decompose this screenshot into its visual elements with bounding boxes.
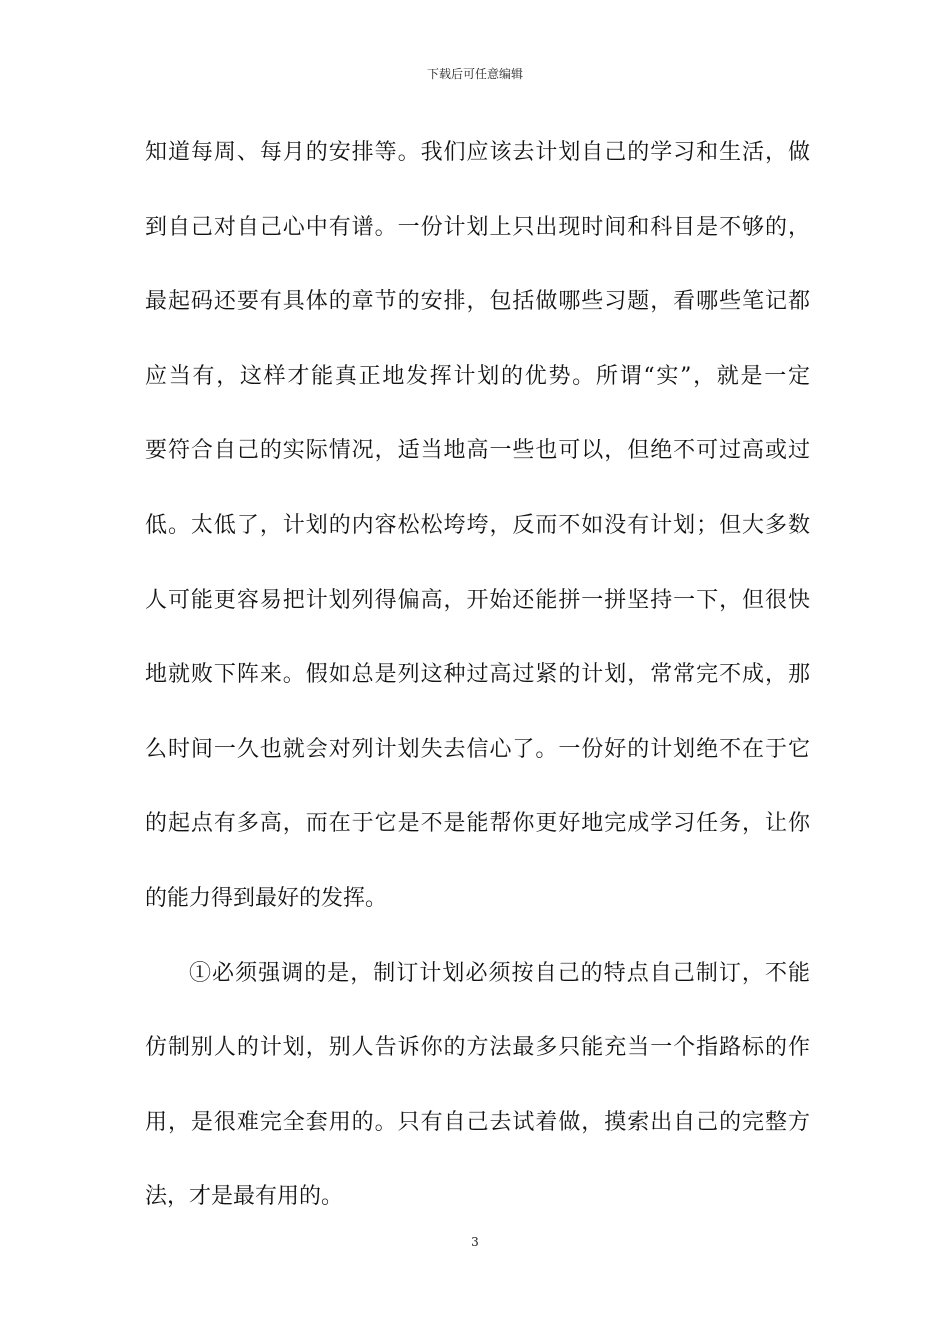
text-line: 知道每周、每月的安排等。我们应该去计划自己的学习和生活，做 — [145, 140, 810, 165]
page-number: 3 — [471, 1235, 479, 1249]
text-line: 法，才是最有用的。 — [145, 1184, 344, 1210]
text-line: 的起点有多高，而在于它是不是能帮你更好地完成学习任务，让你 — [145, 811, 810, 837]
text-line: 最起码还要有具体的章节的安排，包括做哪些习题，看哪些笔记都 — [145, 289, 810, 315]
text-line: 用，是很难完全套用的。只有自己去试着做，摸索出自己的完整方 — [145, 1109, 810, 1135]
text-line: ①必须强调的是，制订计划必须按自己的特点自己制订，不能 — [189, 960, 810, 986]
text-line: 应当有，这样才能真正地发挥计划的优势。所谓“实”，就是一定 — [145, 363, 810, 389]
text-line: 么时间一久也就会对列计划失去信心了。一份好的计划绝不在于它 — [145, 736, 810, 762]
text-line: 到自己对自己心中有谱。一份计划上只出现时间和科目是不够的， — [145, 214, 810, 240]
text-line: 的能力得到最好的发挥。 — [145, 885, 388, 911]
page-header: 下载后可任意编辑 — [426, 67, 523, 81]
text-line: 地就败下阵来。假如总是列这种过高过紧的计划，常常完不成，那 — [145, 662, 810, 688]
text-line: 低。太低了，计划的内容松松垮垮，反而不如没有计划；但大多数 — [145, 512, 810, 538]
text-line: 人可能更容易把计划列得偏高，开始还能拼一拼坚持一下，但很快 — [145, 587, 810, 613]
text-line: 要符合自己的实际情况，适当地高一些也可以，但绝不可过高或过 — [145, 438, 810, 464]
text-line: 仿制别人的计划，别人告诉你的方法最多只能充当一个指路标的作 — [145, 1035, 810, 1061]
body-text — [145, 127, 810, 1246]
